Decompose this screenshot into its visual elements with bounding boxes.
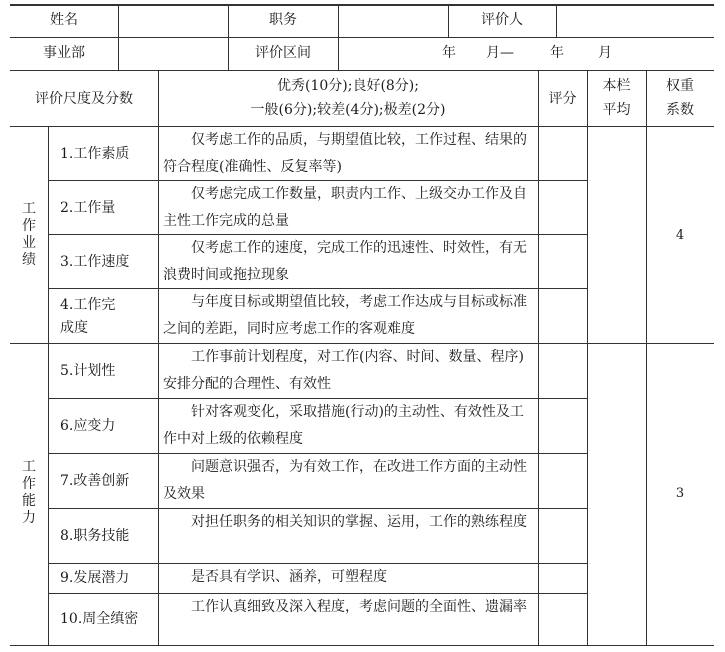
item-description: 是否具有学识、涵养，可塑程度 — [191, 569, 387, 585]
item-description: 对担任职务的相关知识的掌握、运用，工作的熟练程度 — [191, 514, 527, 530]
col-rule — [158, 70, 159, 645]
score-cell[interactable] — [539, 399, 586, 452]
item-name: 3.工作速度 — [60, 254, 130, 270]
item-name: 7.改善创新 — [60, 473, 130, 489]
item-name: 9.发展潜力 — [60, 570, 130, 586]
item-name-continued: 成度 — [60, 320, 88, 336]
score-cell[interactable] — [539, 289, 586, 342]
position-label: 职务 — [269, 12, 297, 28]
column-average-header-l2: 平均 — [602, 102, 631, 118]
period-year-2: 年 — [550, 45, 564, 61]
item-description: 与年度目标或期望值比较，考虑工作达成与目标或标准之间的差距，同时应考虑工作的客观难度 — [163, 294, 527, 337]
weight-header-l2: 系数 — [666, 102, 694, 118]
scale-legend-line-1: 优秀(10分);良好(8分); — [276, 78, 419, 94]
evaluator-label: 评价人 — [481, 12, 523, 28]
item-description: 仅考虑工作的速度，完成工作的迅速性、时效性，有无浪费时间或拖拉现象 — [163, 240, 527, 283]
department-label: 事业部 — [43, 45, 85, 61]
weight-value-performance: 4 — [675, 228, 685, 243]
evaluator-field[interactable] — [557, 5, 714, 36]
period-month-2: 月 — [598, 45, 612, 61]
score-cell[interactable] — [539, 509, 586, 562]
column-average-header-l1: 本栏 — [602, 78, 631, 94]
scale-legend-line-2: 一般(6分);较差(4分);极差(2分) — [250, 102, 446, 118]
name-field[interactable] — [119, 5, 227, 36]
col-rule — [587, 70, 588, 645]
item-name: 4.工作完 — [60, 297, 116, 313]
table-bottom-rule — [10, 645, 714, 646]
item-description: 针对客观变化，采取措施(行动)的主动性、有效性及工作中对上级的依赖程度 — [163, 404, 524, 447]
item-name: 2.工作量 — [60, 200, 116, 216]
score-cell[interactable] — [539, 454, 586, 507]
period-month-dash: 月— — [486, 45, 514, 61]
weight-header-l1: 权重 — [666, 78, 694, 94]
col-rule — [646, 70, 647, 645]
item-name: 6.应变力 — [60, 418, 116, 434]
department-field[interactable] — [119, 38, 227, 69]
row-rule — [10, 70, 714, 71]
group-label-ability: 工作能力 — [22, 459, 36, 526]
col-rule — [48, 126, 49, 645]
weight-value-ability: 3 — [675, 486, 685, 501]
item-name: 10.周全缜密 — [60, 611, 139, 627]
score-cell[interactable] — [539, 127, 586, 179]
score-header: 评分 — [548, 91, 577, 107]
position-field[interactable] — [339, 5, 447, 36]
period-year-1: 年 — [442, 45, 456, 61]
item-description: 问题意识强否，为有效工作，在改进工作方面的主动性及效果 — [163, 459, 527, 502]
score-cell[interactable] — [539, 181, 586, 233]
row-rule — [10, 37, 714, 38]
item-name: 8.职务技能 — [60, 528, 130, 544]
name-label: 姓名 — [50, 12, 78, 28]
item-description: 工作事前计划程度，对工作(内容、时间、数量、程序)安排分配的合理性、有效性 — [163, 349, 524, 392]
item-name: 5.计划性 — [60, 363, 116, 379]
period-label: 评价区间 — [255, 45, 311, 61]
item-description: 工作认真细致及深入程度，考虑问题的全面性、遗漏率 — [191, 599, 527, 615]
score-cell[interactable] — [539, 344, 586, 397]
item-description: 仅考虑工作的品质，与期望值比较，工作过程、结果的符合程度(准确性、反复率等) — [163, 132, 527, 175]
score-cell[interactable] — [539, 594, 586, 644]
item-description: 仅考虑完成工作数量，职责内工作、上级交办工作及自主性工作完成的总量 — [163, 186, 527, 229]
group-label-performance: 工作业绩 — [22, 201, 36, 268]
col-rule — [338, 37, 339, 70]
item-name: 1.工作素质 — [60, 146, 130, 162]
score-cell[interactable] — [539, 564, 586, 592]
score-cell[interactable] — [539, 235, 586, 287]
scale-header: 评价尺度及分数 — [35, 91, 133, 107]
